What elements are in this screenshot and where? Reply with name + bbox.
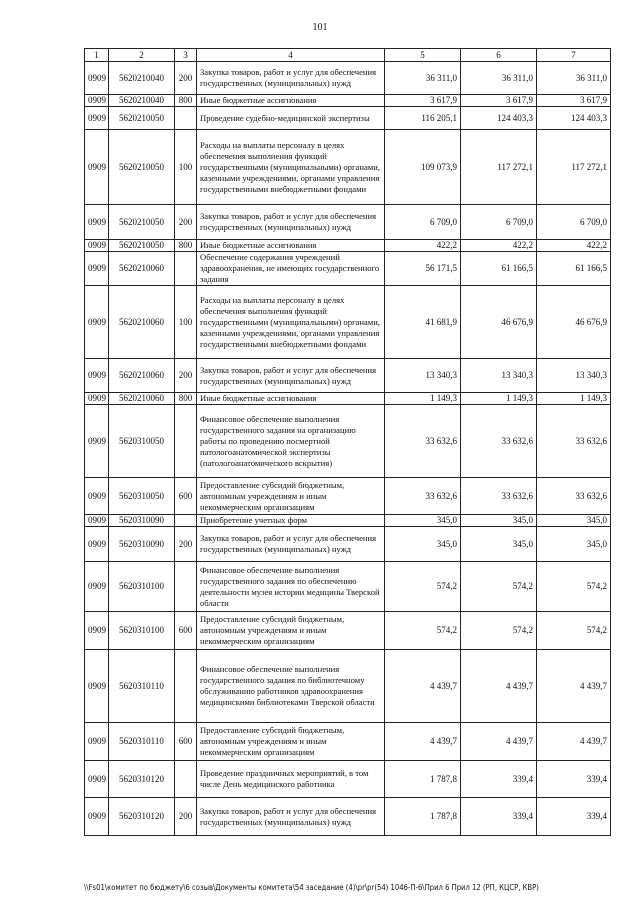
column-header-3: 3 <box>175 49 197 62</box>
amount-col6-cell: 124 403,3 <box>461 107 537 130</box>
section-code-cell: 0909 <box>85 107 109 130</box>
description-cell: Приобретение учетных форм <box>197 515 385 527</box>
column-header-5: 5 <box>385 49 461 62</box>
amount-col6-cell: 574,2 <box>461 612 537 650</box>
amount-col6-cell: 33 632,6 <box>461 405 537 478</box>
amount-col5-cell: 3 617,9 <box>385 95 461 107</box>
expense-type-code-cell <box>175 252 197 286</box>
target-article-code-cell: 5620310110 <box>109 723 175 761</box>
target-article-code-cell: 5620310100 <box>109 612 175 650</box>
section-code-cell: 0909 <box>85 240 109 252</box>
target-article-code-cell: 5620210050 <box>109 107 175 130</box>
amount-col6-cell: 36 311,0 <box>461 62 537 95</box>
amount-col7-cell: 33 632,6 <box>537 405 611 478</box>
amount-col6-cell: 4 439,7 <box>461 650 537 723</box>
table-row <box>85 252 611 286</box>
table-row <box>85 761 611 798</box>
expense-type-code-cell <box>175 562 197 612</box>
amount-col5-cell: 56 171,5 <box>385 252 461 286</box>
table-row <box>85 723 611 761</box>
amount-col5-cell: 345,0 <box>385 527 461 562</box>
section-code-cell: 0909 <box>85 723 109 761</box>
expense-type-code-cell <box>175 107 197 130</box>
target-article-code-cell: 5620310110 <box>109 650 175 723</box>
amount-col6-cell: 3 617,9 <box>461 95 537 107</box>
amount-col7-cell: 3 617,9 <box>537 95 611 107</box>
expense-type-code-cell: 800 <box>175 240 197 252</box>
target-article-code-cell: 5620310120 <box>109 798 175 836</box>
amount-col7-cell: 345,0 <box>537 527 611 562</box>
expense-type-code-cell <box>175 405 197 478</box>
target-article-code-cell: 5620310120 <box>109 761 175 798</box>
target-article-code-cell: 5620310050 <box>109 405 175 478</box>
description-cell: Предоставление субсидий бюджетным, автономным учреждениям и иным некоммерческим организациям <box>197 723 385 761</box>
amount-col6-cell: 61 166,5 <box>461 252 537 286</box>
column-header-4: 4 <box>197 49 385 62</box>
description-cell: Закупка товаров, работ и услуг для обеспечения государственных (муниципальных) нужд <box>197 527 385 562</box>
amount-col6-cell: 33 632,6 <box>461 478 537 515</box>
amount-col6-cell: 345,0 <box>461 515 537 527</box>
amount-col5-cell: 1 149,3 <box>385 393 461 405</box>
section-code-cell: 0909 <box>85 393 109 405</box>
amount-col7-cell: 339,4 <box>537 761 611 798</box>
description-cell: Расходы на выплаты персоналу в целях обеспечения выполнения функций государственными (муниципальными) органами, казенными учреждениями, органами управления государственными внебюджетными фондами <box>197 130 385 205</box>
section-code-cell: 0909 <box>85 130 109 205</box>
amount-col7-cell: 33 632,6 <box>537 478 611 515</box>
page-number: 101 <box>312 22 328 33</box>
amount-col5-cell: 1 787,8 <box>385 798 461 836</box>
amount-col5-cell: 574,2 <box>385 562 461 612</box>
expense-type-code-cell: 800 <box>175 393 197 405</box>
target-article-code-cell: 5620310090 <box>109 515 175 527</box>
expense-type-code-cell <box>175 650 197 723</box>
target-article-code-cell: 5620210060 <box>109 286 175 359</box>
target-article-code-cell: 5620310100 <box>109 562 175 612</box>
amount-col7-cell: 117 272,1 <box>537 130 611 205</box>
table-row <box>85 650 611 723</box>
expense-type-code-cell: 200 <box>175 62 197 95</box>
description-cell: Финансовое обеспечение выполнения государственного задания по обеспечению деятельности музея истории медицины Тверской области <box>197 562 385 612</box>
table-row <box>85 798 611 836</box>
amount-col7-cell: 61 166,5 <box>537 252 611 286</box>
amount-col6-cell: 6 709,0 <box>461 205 537 240</box>
column-header-2: 2 <box>109 49 175 62</box>
target-article-code-cell: 5620210050 <box>109 240 175 252</box>
amount-col6-cell: 46 676,9 <box>461 286 537 359</box>
section-code-cell: 0909 <box>85 359 109 393</box>
target-article-code-cell: 5620210060 <box>109 252 175 286</box>
section-code-cell: 0909 <box>85 95 109 107</box>
table-row <box>85 478 611 515</box>
target-article-code-cell: 5620210060 <box>109 393 175 405</box>
description-cell: Закупка товаров, работ и услуг для обеспечения государственных (муниципальных) нужд <box>197 205 385 240</box>
table-row <box>85 359 611 393</box>
table-header-row <box>85 49 611 62</box>
amount-col7-cell: 345,0 <box>537 515 611 527</box>
table-row <box>85 95 611 107</box>
amount-col5-cell: 574,2 <box>385 612 461 650</box>
amount-col5-cell: 6 709,0 <box>385 205 461 240</box>
table-row <box>85 562 611 612</box>
description-cell: Финансовое обеспечение выполнения государственного задания на организацию работы по проведению посмертной патологоанатомической экспертизы (патологоанатомического вскрытия) <box>197 405 385 478</box>
target-article-code-cell: 5620210050 <box>109 205 175 240</box>
expense-type-code-cell <box>175 515 197 527</box>
amount-col7-cell: 1 149,3 <box>537 393 611 405</box>
column-header-1: 1 <box>85 49 109 62</box>
section-code-cell: 0909 <box>85 405 109 478</box>
section-code-cell: 0909 <box>85 62 109 95</box>
amount-col6-cell: 13 340,3 <box>461 359 537 393</box>
section-code-cell: 0909 <box>85 527 109 562</box>
amount-col5-cell: 41 681,9 <box>385 286 461 359</box>
amount-col5-cell: 4 439,7 <box>385 723 461 761</box>
amount-col6-cell: 339,4 <box>461 798 537 836</box>
target-article-code-cell: 5620310050 <box>109 478 175 515</box>
table-row <box>85 612 611 650</box>
table-row <box>85 286 611 359</box>
expense-type-code-cell <box>175 761 197 798</box>
expense-type-code-cell: 800 <box>175 95 197 107</box>
expense-type-code-cell: 200 <box>175 205 197 240</box>
amount-col5-cell: 33 632,6 <box>385 405 461 478</box>
column-header-7: 7 <box>537 49 611 62</box>
budget-table <box>84 48 611 836</box>
amount-col6-cell: 4 439,7 <box>461 723 537 761</box>
section-code-cell: 0909 <box>85 252 109 286</box>
amount-col7-cell: 574,2 <box>537 562 611 612</box>
amount-col5-cell: 36 311,0 <box>385 62 461 95</box>
amount-col6-cell: 1 149,3 <box>461 393 537 405</box>
expense-type-code-cell: 200 <box>175 798 197 836</box>
target-article-code-cell: 5620210060 <box>109 359 175 393</box>
expense-type-code-cell: 600 <box>175 612 197 650</box>
amount-col5-cell: 1 787,8 <box>385 761 461 798</box>
description-cell: Расходы на выплаты персоналу в целях обеспечения выполнения функций государственными (муниципальными) органами, казенными учреждениями, органами управления государственными внебюджетными фондами <box>197 286 385 359</box>
description-cell: Закупка товаров, работ и услуг для обеспечения государственных (муниципальных) нужд <box>197 62 385 95</box>
table-row <box>85 240 611 252</box>
amount-col5-cell: 13 340,3 <box>385 359 461 393</box>
amount-col5-cell: 33 632,6 <box>385 478 461 515</box>
amount-col7-cell: 339,4 <box>537 798 611 836</box>
amount-col5-cell: 345,0 <box>385 515 461 527</box>
target-article-code-cell: 5620210040 <box>109 62 175 95</box>
amount-col5-cell: 4 439,7 <box>385 650 461 723</box>
target-article-code-cell: 5620210040 <box>109 95 175 107</box>
amount-col7-cell: 124 403,3 <box>537 107 611 130</box>
section-code-cell: 0909 <box>85 798 109 836</box>
target-article-code-cell: 5620210050 <box>109 130 175 205</box>
section-code-cell: 0909 <box>85 612 109 650</box>
section-code-cell: 0909 <box>85 478 109 515</box>
amount-col5-cell: 116 205,1 <box>385 107 461 130</box>
description-cell: Предоставление субсидий бюджетным, автономным учреждениям и иным некоммерческим организациям <box>197 612 385 650</box>
table-row <box>85 107 611 130</box>
section-code-cell: 0909 <box>85 515 109 527</box>
table-row <box>85 405 611 478</box>
amount-col5-cell: 422,2 <box>385 240 461 252</box>
expense-type-code-cell: 600 <box>175 478 197 515</box>
expense-type-code-cell: 600 <box>175 723 197 761</box>
target-article-code-cell: 5620310090 <box>109 527 175 562</box>
description-cell: Предоставление субсидий бюджетным, автономным учреждениям и иным некоммерческим организациям <box>197 478 385 515</box>
table-body <box>85 62 611 836</box>
column-header-6: 6 <box>461 49 537 62</box>
expense-type-code-cell: 100 <box>175 130 197 205</box>
expense-type-code-cell: 200 <box>175 527 197 562</box>
amount-col7-cell: 36 311,0 <box>537 62 611 95</box>
table-row <box>85 130 611 205</box>
table-row <box>85 62 611 95</box>
expense-type-code-cell: 200 <box>175 359 197 393</box>
description-cell: Проведение праздничных мероприятий, в том числе День медицинского работника <box>197 761 385 798</box>
amount-col7-cell: 6 709,0 <box>537 205 611 240</box>
table-row <box>85 515 611 527</box>
amount-col7-cell: 46 676,9 <box>537 286 611 359</box>
amount-col5-cell: 109 073,9 <box>385 130 461 205</box>
description-cell: Иные бюджетные ассигнования <box>197 393 385 405</box>
section-code-cell: 0909 <box>85 761 109 798</box>
amount-col6-cell: 574,2 <box>461 562 537 612</box>
amount-col7-cell: 422,2 <box>537 240 611 252</box>
amount-col7-cell: 4 439,7 <box>537 650 611 723</box>
table-row <box>85 393 611 405</box>
description-cell: Иные бюджетные ассигнования <box>197 95 385 107</box>
amount-col6-cell: 345,0 <box>461 527 537 562</box>
table-row <box>85 527 611 562</box>
amount-col7-cell: 4 439,7 <box>537 723 611 761</box>
section-code-cell: 0909 <box>85 205 109 240</box>
amount-col6-cell: 117 272,1 <box>461 130 537 205</box>
section-code-cell: 0909 <box>85 562 109 612</box>
description-cell: Иные бюджетные ассигнования <box>197 240 385 252</box>
section-code-cell: 0909 <box>85 286 109 359</box>
description-cell: Закупка товаров, работ и услуг для обеспечения государственных (муниципальных) нужд <box>197 359 385 393</box>
amount-col7-cell: 574,2 <box>537 612 611 650</box>
description-cell: Финансовое обеспечение выполнения государственного задания по библиотечному обслуживанию работников здравоохранения медицинскими библиотеками Тверской области <box>197 650 385 723</box>
expense-type-code-cell: 100 <box>175 286 197 359</box>
amount-col6-cell: 422,2 <box>461 240 537 252</box>
description-cell: Закупка товаров, работ и услуг для обеспечения государственных (муниципальных) нужд <box>197 798 385 836</box>
description-cell: Проведение судебно-медицинской экспертизы <box>197 107 385 130</box>
amount-col7-cell: 13 340,3 <box>537 359 611 393</box>
amount-col6-cell: 339,4 <box>461 761 537 798</box>
footer-file-path: \\Fs01\комитет по бюджету\6 созыв\Документы комитета\54 заседание (4)\pr\pr(54) 1046-П-6\Прил 6 Прил 12 (РП, КЦСР, КВР) <box>84 883 539 892</box>
section-code-cell: 0909 <box>85 650 109 723</box>
description-cell: Обеспечение содержания учреждений здравоохранения, не имеющих государственного задания <box>197 252 385 286</box>
table-row <box>85 205 611 240</box>
